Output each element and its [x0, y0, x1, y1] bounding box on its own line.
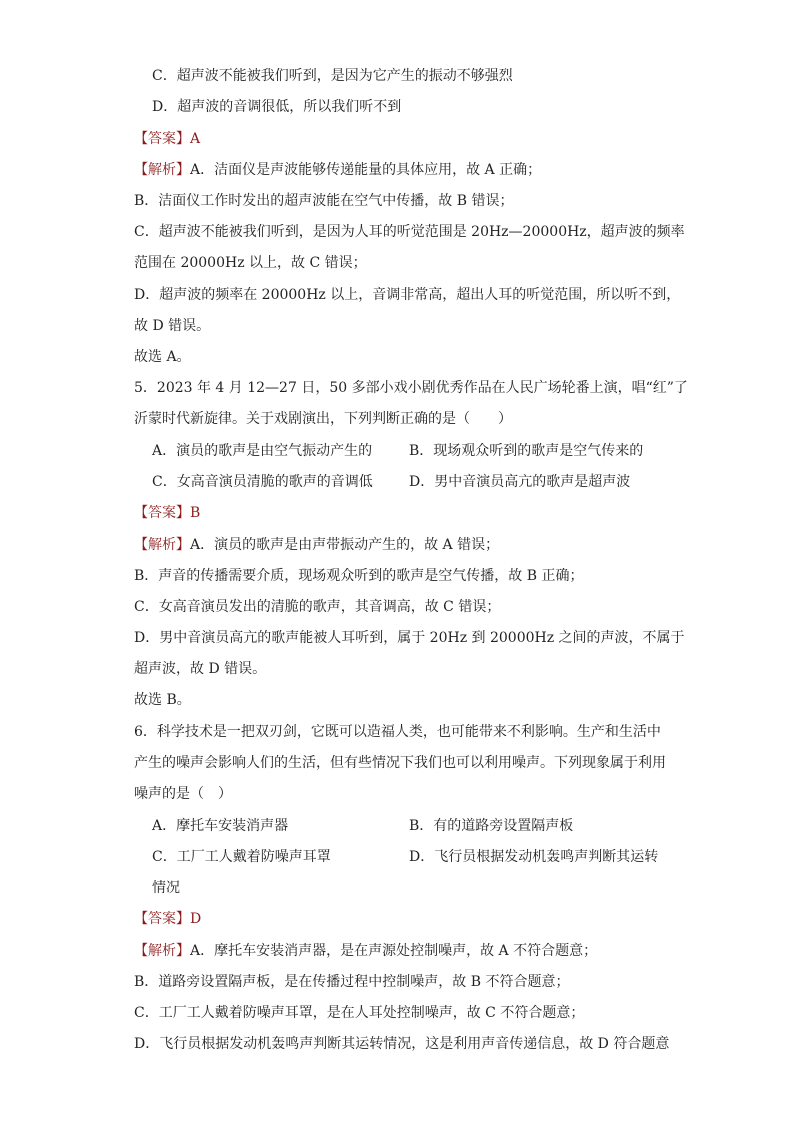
- q6-option-d: D．飞行员根据发动机轰鸣声判断其运转: [409, 849, 659, 865]
- prev-analysis-line-6: 故 D 错误。: [134, 318, 211, 334]
- prev-answer: [134, 129, 200, 149]
- q6-stem-line-1: 6．科学技术是一把双刃剑，它既可以造福人类，也可能带来不利影响。生产和生活中: [134, 724, 661, 740]
- q6-analysis-line-1: [134, 941, 597, 961]
- q6-answer: [134, 909, 201, 929]
- q5-analysis-line-2: B．声音的传播需要介质，现场观众听到的歌声是空气传播，故 B 正确；: [134, 568, 584, 584]
- q5-analysis-line-4: D．男中音演员高亢的歌声能被人耳听到，属于 20Hz 到 20000Hz 之间的声波，不属于: [134, 630, 685, 646]
- prev-option-d: D．超声波的音调很低，所以我们听不到: [152, 99, 402, 115]
- q5-option-c: C．女高音演员清脆的歌声的音调低: [152, 474, 373, 490]
- answer-value: A: [190, 131, 201, 147]
- prev-analysis-line-1: [134, 160, 541, 180]
- q5-stem-line-1: 5．2023 年 4 月 12—27 日，50 多部小戏小剧优秀作品在人民广场轮番上演，唱“红”了: [134, 380, 688, 396]
- q5-conclusion: 故选 B。: [134, 692, 191, 708]
- q6-analysis-line-2: B．道路旁设置隔声板，是在传播过程中控制噪声，故 B 不符合题意；: [134, 974, 570, 990]
- analysis-text: A．摩托车安装消声器，是在声源处控制噪声，故 A 不符合题意；: [190, 943, 598, 959]
- q5-analysis-line-5: 超声波，故 D 错误。: [134, 661, 267, 677]
- q6-stem-line-3: 噪声的是（ ）: [134, 786, 232, 802]
- prev-analysis-line-3: C．超声波不能被我们听到，是因为人耳的听觉范围是 20Hz—20000Hz，超声波的频率: [134, 224, 685, 240]
- q5-stem-line-2: 沂蒙时代新旋律。关于戏剧演出，下列判断正确的是（ ）: [134, 411, 512, 427]
- prev-option-c: C．超声波不能被我们听到，是因为它产生的振动不够强烈: [152, 68, 513, 84]
- prev-analysis-line-5: D．超声波的频率在 20000Hz 以上，音调非常高，超出人耳的听觉范围，所以听不到，: [134, 287, 681, 303]
- answer-value: D: [190, 911, 202, 927]
- analysis-text: A．演员的歌声是由声带振动产生的，故 A 错误；: [190, 537, 500, 553]
- prev-analysis-line-4: 范围在 20000Hz 以上，故 C 错误；: [134, 255, 367, 271]
- answer-value: B: [190, 505, 201, 521]
- answer-label: 【答案】: [134, 131, 190, 147]
- analysis-label: 【解析】: [134, 162, 190, 178]
- q5-option-d: D．男中音演员高亢的歌声是超声波: [409, 474, 631, 490]
- q5-option-b: B．现场观众听到的歌声是空气传来的: [409, 443, 644, 459]
- prev-analysis-line-2: B．洁面仪工作时发出的超声波能在空气中传播，故 B 错误；: [134, 193, 514, 209]
- analysis-label: 【解析】: [134, 537, 190, 553]
- q6-option-c: C．工厂工人戴着防噪声耳罩: [152, 849, 331, 865]
- answer-label: 【答案】: [134, 911, 190, 927]
- analysis-label: 【解析】: [134, 943, 190, 959]
- q6-option-a: A．摩托车安装消声器: [152, 818, 289, 834]
- answer-label: 【答案】: [134, 505, 190, 521]
- q6-analysis-line-4: D．飞行员根据发动机轰鸣声判断其运转情况，这是利用声音传递信息，故 D 符合题意: [134, 1036, 670, 1052]
- q5-answer: [134, 503, 200, 523]
- q5-analysis-line-1: [134, 535, 499, 555]
- q6-option-b: B．有的道路旁设置隔声板: [409, 818, 574, 834]
- analysis-text: A．洁面仪是声波能够传递能量的具体应用，故 A 正确；: [190, 162, 542, 178]
- q6-option-d-continued: 情况: [152, 880, 180, 896]
- q5-option-a: A．演员的歌声是由空气振动产生的: [152, 443, 373, 459]
- q5-analysis-line-3: C．女高音演员发出的清脆的歌声，其音调高，故 C 错误；: [134, 599, 501, 615]
- prev-conclusion: 故选 A。: [134, 349, 191, 365]
- q6-analysis-line-3: C．工厂工人戴着防噪声耳罩，是在人耳处控制噪声，故 C 不符合题意；: [134, 1005, 585, 1021]
- q6-stem-line-2: 产生的噪声会影响人们的生活，但有些情况下我们也可以利用噪声。下列现象属于利用: [134, 755, 666, 771]
